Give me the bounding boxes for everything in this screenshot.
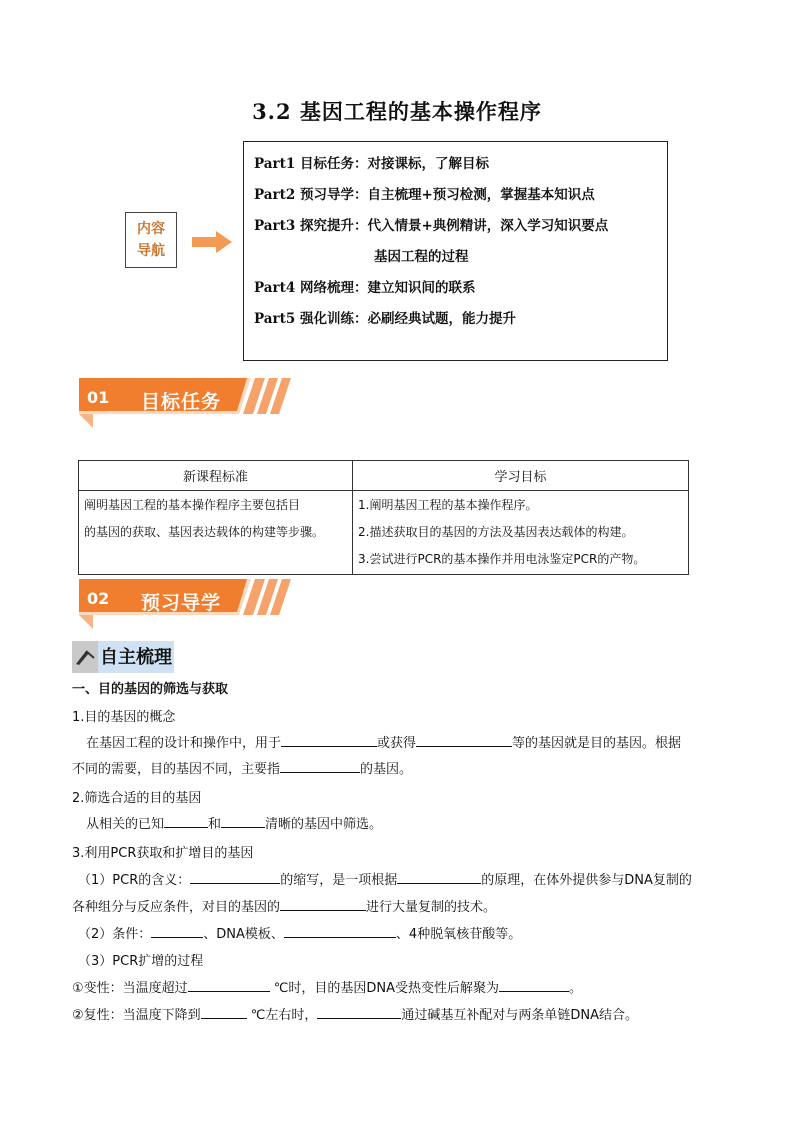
text: ℃时，目的基因DNA受热变性后解聚为 <box>273 981 500 996</box>
text: （1）PCR的含义： <box>78 873 191 888</box>
text: 从相关的已知 <box>86 817 165 832</box>
blank-line <box>190 870 280 884</box>
text: 、4种脱氧核苷酸等。 <box>395 927 522 942</box>
text: 等的基因就是目的基因。根据 <box>512 736 682 751</box>
blank-line <box>280 897 366 911</box>
cell-line: 的基因的获取、基因表达载体的构建等步骤。 <box>84 525 325 539</box>
banner-label: 预习导学 <box>141 592 222 614</box>
blank-line <box>499 978 569 992</box>
page-title: 3.2 基因工程的基本操作程序 <box>252 99 542 124</box>
para-title: 2.筛选合适的目的基因 <box>72 791 202 806</box>
blank-line <box>188 978 270 992</box>
cell-line: 3.尝试进行PCR的基本操作并用电泳鉴定PCR的产物。 <box>358 552 646 566</box>
arrow-right-icon <box>192 231 232 253</box>
text: ②复性：当温度下降到 <box>72 1008 201 1023</box>
text: ①变性：当温度超过 <box>72 981 188 996</box>
blank-line <box>164 814 208 828</box>
text: 进行大量复制的技术。 <box>366 900 497 915</box>
text: 或获得 <box>377 736 417 751</box>
text-line <box>72 731 740 757</box>
table-cell-objectives <box>353 491 689 575</box>
blank-line <box>281 733 377 747</box>
text: 的基因。 <box>360 762 413 777</box>
text-line <box>72 868 732 894</box>
cell-line: 1.阐明基因工程的基本操作程序。 <box>358 498 538 512</box>
text: 的缩写，是一项根据 <box>280 873 398 888</box>
text: 和 <box>208 817 222 832</box>
text-line <box>72 976 726 1002</box>
nav-tag-line1: 内容 <box>137 221 165 237</box>
table-header-objectives: 学习目标 <box>353 461 689 491</box>
table-header-standard: 新课程标准 <box>79 461 353 491</box>
nav-tag <box>125 212 177 268</box>
cell-line: 2.描述获取目的基因的方法及基因表达载体的构建。 <box>358 525 634 539</box>
nav-line: Part5 强化训练：必刷经典试题，能力提升 <box>254 311 516 327</box>
blank-line <box>416 733 512 747</box>
blank-line <box>221 814 265 828</box>
text: 的原理，在体外提供参与DNA复制的 <box>481 873 692 888</box>
text: 通过碱基互补配对与两条单链DNA结合。 <box>401 1008 639 1023</box>
table-cell-standard <box>79 491 353 575</box>
nav-line: Part3 探究提升：代入情景+典例精讲，深入学习知识要点 <box>254 218 609 234</box>
blank-line <box>397 870 481 884</box>
content-nav-box <box>243 141 668 361</box>
text: 。 <box>569 981 583 996</box>
text: 不同的需要，目的基因不同，主要指 <box>72 762 281 777</box>
text: 在基因工程的设计和操作中，用于 <box>86 736 282 751</box>
text-line <box>72 757 726 783</box>
text: 清晰的基因中筛选。 <box>265 817 383 832</box>
blank-line <box>317 1005 401 1019</box>
text-line <box>72 1003 726 1029</box>
text: 各种组分与反应条件，对目的基因的 <box>72 900 281 915</box>
blank-line <box>284 924 396 938</box>
text: （2）条件： <box>78 927 152 942</box>
blank-line <box>151 924 203 938</box>
blank-line <box>280 759 360 773</box>
text-line <box>72 922 732 948</box>
section-banner-02 <box>79 579 294 629</box>
text-line <box>72 812 740 838</box>
section-banner-01 <box>79 378 294 428</box>
heading-1: 一、目的基因的筛选与获取 <box>72 682 229 697</box>
banner-label: 目标任务 <box>141 391 222 413</box>
subsection-header <box>72 641 174 673</box>
nav-line: Part1 目标任务：对接课标，了解目标 <box>254 156 489 172</box>
para-title: 3.利用PCR获取和扩增目的基因 <box>72 846 254 861</box>
para-title: 1.目的基因的概念 <box>72 710 176 725</box>
nav-line: 基因工程的过程 <box>374 249 469 265</box>
text-line: （3）PCR扩增的过程 <box>78 954 204 969</box>
subsection-label: 自主梳理 <box>98 641 174 673</box>
banner-number: 01 <box>87 388 110 407</box>
text: ℃左右时， <box>250 1008 318 1023</box>
pencil-icon <box>72 641 98 673</box>
blank-line <box>201 1005 247 1019</box>
nav-tag-line2: 导航 <box>137 243 165 259</box>
goals-table <box>78 460 689 575</box>
nav-line: Part2 预习导学：自主梳理+预习检测，掌握基本知识点 <box>254 187 595 203</box>
nav-line: Part4 网络梳理：建立知识间的联系 <box>254 280 476 296</box>
text: 、DNA模板、 <box>203 927 284 942</box>
cell-line: 阐明基因工程的基本操作程序主要包括目 <box>84 498 301 512</box>
banner-number: 02 <box>87 589 110 608</box>
text-line <box>72 895 726 921</box>
